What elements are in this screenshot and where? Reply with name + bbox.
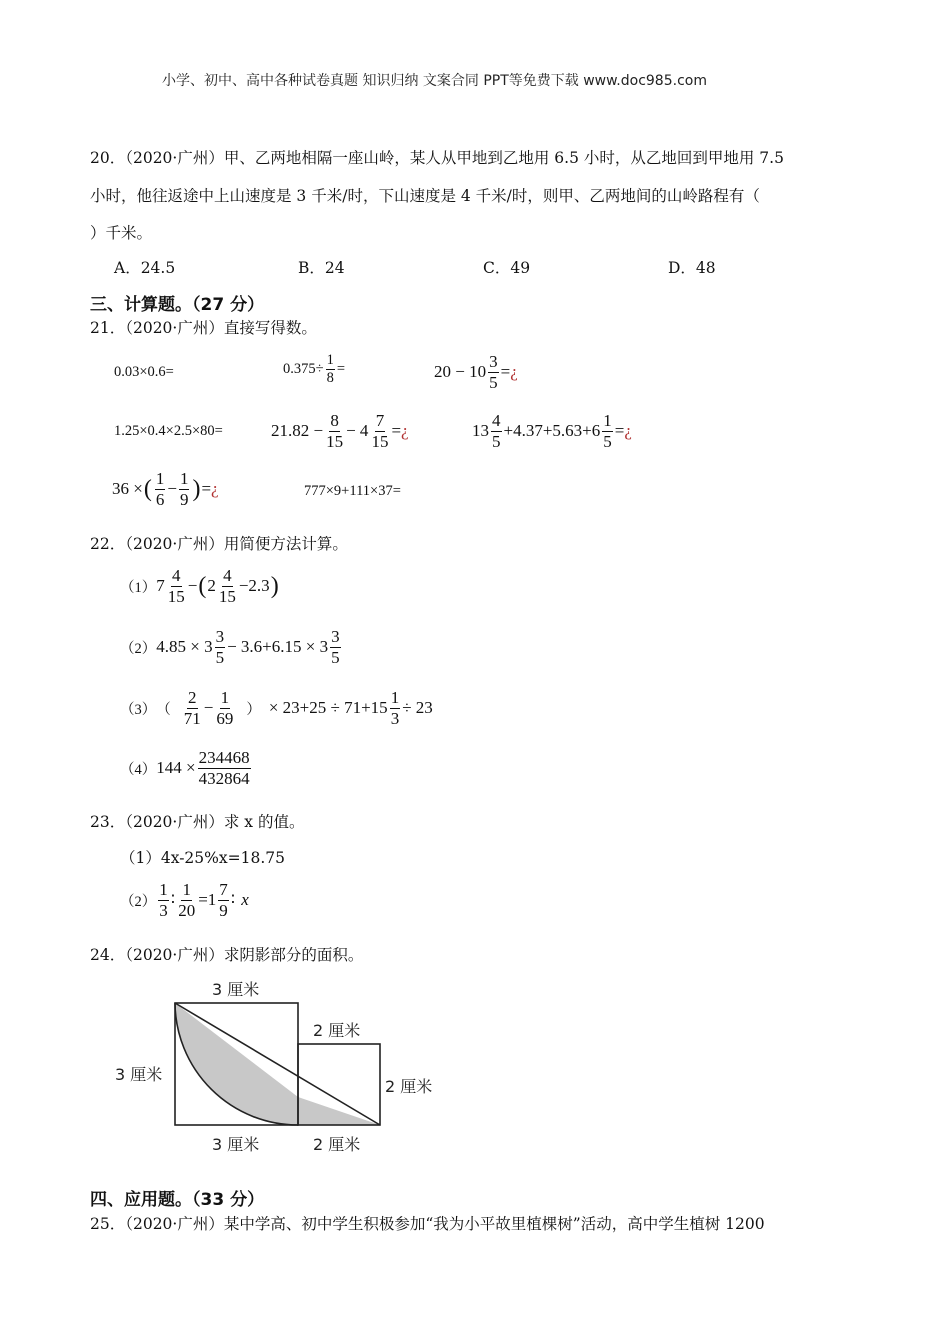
q23-part-1: （1）4x-25%x=18.75	[120, 849, 285, 867]
numerator: 3	[489, 352, 498, 371]
denominator: 5	[489, 372, 498, 392]
fraction	[390, 688, 401, 728]
q20-line-1: 20．（2020·广州）甲、乙两地相隔一座山岭，某人从甲地到乙地用 6.5 小时，从乙地回到甲地用 7.5	[90, 149, 784, 167]
section-4-heading: 四、应用题。（33 分）	[90, 1190, 265, 1210]
expr-text: 13	[472, 421, 489, 441]
fraction	[167, 566, 186, 606]
numerator: 4	[223, 566, 232, 585]
numerator: 7	[219, 880, 228, 899]
fraction	[326, 352, 335, 386]
fraction	[370, 411, 389, 451]
numerator: 3	[215, 627, 225, 646]
variable-x: x	[241, 890, 249, 910]
denominator: 5	[492, 431, 501, 451]
expr-text: 1.25×0.4×2.5×80=	[114, 423, 223, 439]
q23-part-2	[120, 880, 249, 920]
shaded-region-left	[175, 1003, 298, 1125]
denominator: 15	[167, 586, 185, 606]
denominator: 5	[603, 431, 612, 451]
glyph-mark: ¿	[624, 421, 632, 441]
denominator: 3	[390, 708, 400, 728]
numerator: 3	[331, 627, 340, 646]
numerator: 1	[179, 469, 189, 488]
expr-text: 36 ×	[112, 479, 143, 499]
q23-title: 23．（2020·广州）求 x 的值。	[90, 813, 305, 831]
right-paren: )	[270, 572, 279, 599]
left-paren: (	[198, 572, 207, 599]
expr-text: 7	[156, 576, 165, 596]
fraction	[183, 688, 202, 728]
glyph-mark: ¿	[401, 421, 409, 441]
expr-text: 20 − 10	[434, 362, 487, 382]
fraction	[218, 880, 229, 920]
fraction	[198, 748, 251, 788]
expr-text: =	[391, 421, 402, 441]
numerator: 1	[390, 688, 400, 707]
fraction	[330, 627, 341, 667]
right-paren: )	[192, 475, 201, 502]
q21-expr-3	[434, 352, 518, 392]
expr-text: −	[203, 698, 214, 718]
expr-text: −2.3	[238, 576, 270, 596]
label-right-small: 2 厘米	[385, 1077, 433, 1096]
expr-text: − 3.6+6.15 × 3	[227, 637, 329, 657]
fraction	[215, 688, 234, 728]
fraction	[218, 566, 237, 606]
denominator: 15	[326, 431, 344, 451]
numerator: 1	[155, 469, 165, 488]
part-label: （3）	[120, 701, 157, 718]
q20-option-c: C．49	[483, 259, 531, 277]
numerator: 1	[603, 411, 612, 430]
q22-part-2	[120, 627, 343, 667]
expr-text: − 4	[346, 421, 369, 441]
q20-option-a: A．24.5	[114, 259, 176, 277]
label-top-large: 3 厘米	[212, 980, 260, 999]
q22-title: 22．（2020·广州）用简便方法计算。	[90, 535, 348, 553]
denominator: 69	[216, 708, 234, 728]
expr-text: =	[614, 421, 625, 441]
numerator: 1	[182, 880, 191, 899]
ratio-sign: ∶	[170, 890, 176, 910]
label-left-large: 3 厘米	[115, 1065, 163, 1084]
ratio-sign: ∶	[230, 890, 236, 910]
q21-expr-2	[283, 352, 345, 386]
q21-expr-7	[112, 469, 219, 509]
denominator: 15	[371, 431, 389, 451]
numerator: 234468	[198, 748, 250, 767]
denominator: 9	[179, 489, 189, 509]
fraction	[602, 411, 613, 451]
numerator: 4	[172, 566, 181, 585]
fraction	[488, 352, 499, 392]
part-label: （1）	[120, 579, 157, 596]
expr-text: 4.85 × 3	[156, 637, 213, 657]
numerator: 1	[220, 688, 230, 707]
q21-expr-4	[114, 423, 223, 440]
q20-option-d: D．48	[668, 259, 716, 277]
fraction	[325, 411, 344, 451]
expr-text: =1	[198, 890, 217, 910]
numerator: 8	[330, 411, 339, 430]
label-bottom-large: 3 厘米	[212, 1135, 260, 1154]
part-label: （2）	[120, 640, 157, 657]
expr-text: 144 ×	[156, 758, 196, 778]
q21-expr-1	[114, 364, 174, 381]
expr-text: +4.37+5.63+6	[503, 421, 601, 441]
q21-title: 21．（2020·广州）直接写得数。	[90, 319, 317, 337]
question-25-line-1: 25．（2020·广州）某中学高、初中学生积极参加“我为小平故里植棵树”活动，高中学生植树 1200	[90, 1215, 765, 1233]
left-paren: （	[156, 701, 171, 718]
shaded-area-figure	[100, 970, 460, 1165]
page-header: 小学、初中、高中各种试卷真题 知识归纳 文案合同 PPT等免费下载 www.doc985.com	[162, 73, 707, 89]
denominator: 15	[218, 586, 236, 606]
denominator: 6	[155, 489, 165, 509]
numerator: 7	[375, 411, 385, 430]
q21-expr-5	[271, 411, 409, 451]
expr-text: =	[500, 362, 511, 382]
q22-part-3	[120, 688, 433, 728]
denominator: 3	[159, 900, 168, 920]
fraction	[215, 627, 226, 667]
denominator: 9	[219, 900, 228, 920]
q21-expr-6	[472, 411, 632, 451]
numerator: 1	[326, 352, 334, 368]
q21-expr-8	[304, 483, 401, 500]
numerator: 2	[188, 688, 197, 707]
expr-text: 777×9+111×37=	[304, 483, 401, 499]
fraction	[158, 880, 169, 920]
q20-line-3: ）千米。	[90, 224, 153, 242]
expr-text: −	[167, 479, 177, 499]
q20-option-b: B．24	[298, 259, 345, 277]
expr-text: 21.82 −	[271, 421, 324, 441]
denominator: 5	[215, 647, 225, 667]
label-bottom-small: 2 厘米	[313, 1135, 361, 1154]
expr-text: 2	[207, 576, 216, 596]
left-paren: (	[143, 475, 152, 502]
q22-part-1	[120, 566, 280, 606]
fraction	[491, 411, 502, 451]
part-label: （4）	[120, 761, 157, 778]
fraction	[155, 469, 166, 509]
expr-text: × 23+25 ÷ 71+15	[268, 698, 388, 718]
denominator: 5	[331, 647, 340, 667]
numerator: 1	[159, 880, 168, 899]
fraction	[177, 880, 196, 920]
right-paren: ）	[246, 701, 261, 718]
label-top-small: 2 厘米	[313, 1021, 361, 1040]
expr-text: 0.375÷	[283, 360, 324, 377]
part-label: （2）	[120, 893, 157, 910]
expr-text: ÷ 23	[402, 698, 433, 718]
q20-line-2: 小时，他往返途中上山速度是 3 千米/时，下山速度是 4 千米/时，则甲、乙两地间的山岭路程有（	[90, 187, 760, 205]
numerator: 4	[492, 411, 501, 430]
expr-text: −	[187, 576, 198, 596]
glyph-mark: ¿	[211, 479, 219, 499]
q22-part-4	[120, 748, 253, 788]
denominator: 71	[183, 708, 201, 728]
denominator: 432864	[198, 768, 250, 788]
glyph-mark: ¿	[510, 362, 518, 382]
expr-text: =	[336, 360, 346, 377]
expr-text: =	[201, 479, 212, 499]
expr-text: 0.03×0.6=	[114, 364, 174, 380]
denominator: 20	[178, 900, 196, 920]
denominator: 8	[326, 369, 334, 386]
section-3-heading: 三、计算题。（27 分）	[90, 295, 265, 315]
q24-title: 24．（2020·广州）求阴影部分的面积。	[90, 946, 364, 964]
fraction	[179, 469, 190, 509]
